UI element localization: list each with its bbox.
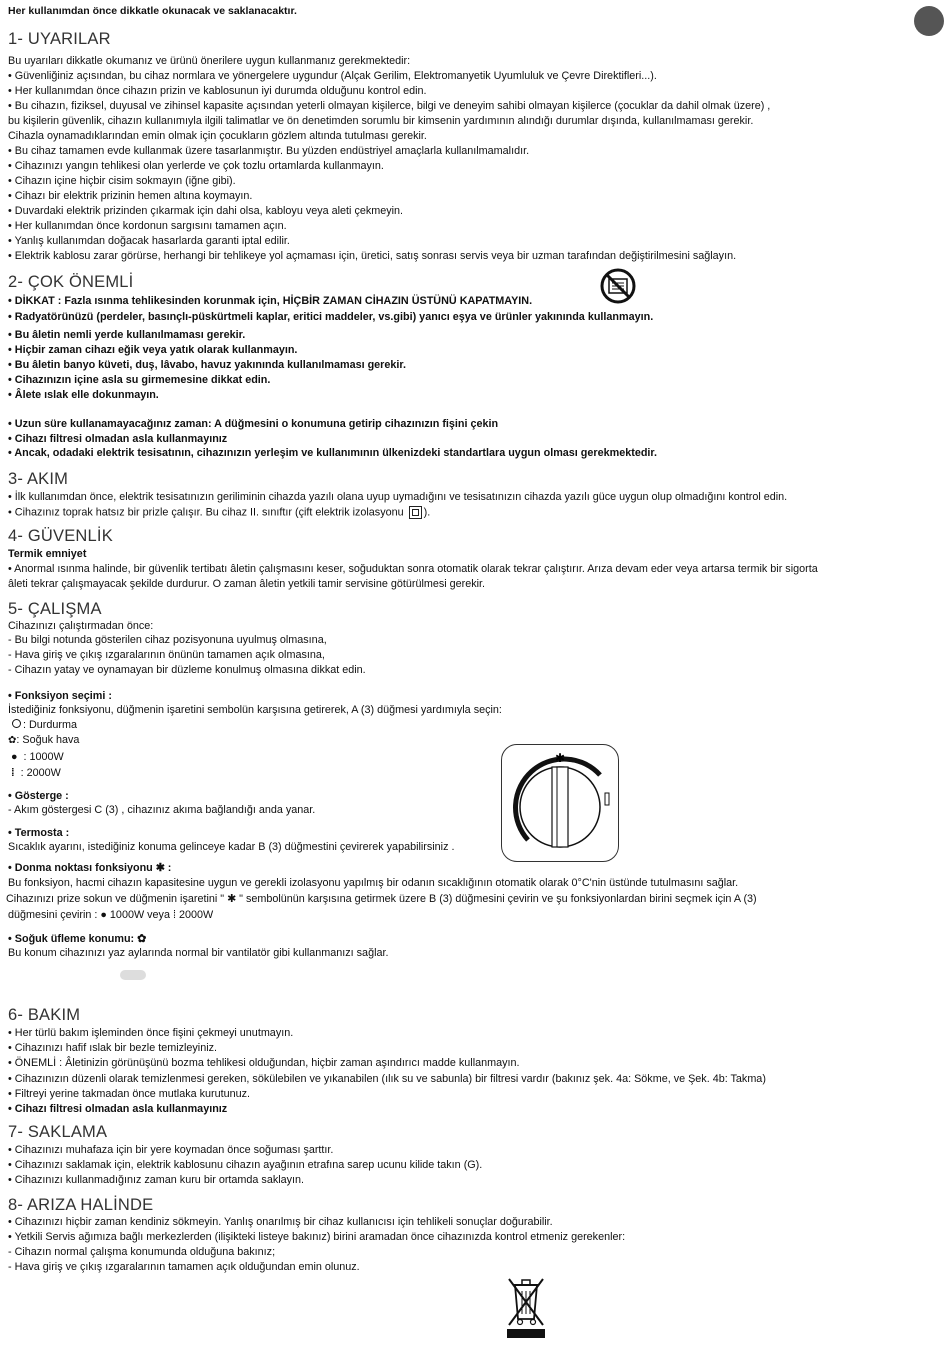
section-title-storage: 7- SAKLAMA [8, 1123, 108, 1141]
text-line: - Hava giriş ve çıkış ızgaralarının önünün tamamen açık olmasına, [8, 649, 325, 661]
text-line: • Cihazınızı hafif ıslak bir bezle temizleyiniz. [8, 1042, 217, 1054]
weee-crossed-bin-icon [505, 1275, 547, 1339]
text-line: • Güvenliğiniz açısından, bu cihaz normlara ve yönergelere uygundur (Alçak Gerilim, Elektromanyetik Uyumluluk ve Çevre Direktifleri...). [8, 70, 657, 82]
double-dot-icon: ⁞ [11, 767, 15, 779]
function-item-1000w: ● : 1000W [11, 751, 64, 763]
section-title-very-important: 2- ÇOK ÖNEMLİ [8, 273, 134, 291]
do-not-cover-icon [600, 268, 636, 304]
section-title-operation: 5- ÇALIŞMA [8, 600, 102, 618]
text-line: • Yanlış kullanımdan doğacak hasarlarda garanti iptal edilir. [8, 235, 290, 247]
text-line: • Cihazınızı hiçbir zaman kendiniz sökmeyin. Yanlış onarılmış bir cihaz kullanıcısı için tehlikeli sonuçlar doğurabilir. [8, 1216, 553, 1228]
text-line: • Bu cihazın, fiziksel, duyusal ve zihinsel kapasite açısından yeterli olmayan kişilerce, bilgi ve deneyim sahibi olmayan kişilerce (çocuklar da dahil olmak üzere) , [8, 100, 771, 112]
text-line: • Bu âletin nemli yerde kullanılmaması gerekir. [8, 329, 246, 341]
svg-text:✱: ✱ [554, 751, 566, 765]
text-line: Bu konum cihazınızı yaz aylarında normal bir vantilatör gibi kullanmanızı sağlar. [8, 947, 389, 959]
text-line: - Hava giriş ve çıkış ızgaralarının tamamen açık olduğundan emin olunuz. [8, 1261, 360, 1273]
text-line: • Âlete ıslak elle dokunmayın. [8, 389, 159, 401]
single-dot-icon: ● [11, 751, 18, 763]
text-line: • Ancak, odadaki elektrik tesisatının, cihazınızın yerleşim ve kullanımının ülkenizdeki standartlara uygun olması gerekmektedir. [8, 447, 658, 459]
class-two-text: • Cihazınız toprak hatsız bir prizle çalışır. Bu cihaz II. sınıftır (çift elektrik izolasyonu [8, 506, 404, 519]
text-line: • Cihazı bir elektrik prizinin hemen altına koymayın. [8, 190, 253, 202]
text-line: İstediğiniz fonksiyonu, düğmenin işaretini sembolün karşısına getirerek, A (3) düğmesi yardımıyla seçin: [8, 704, 502, 716]
indicator-title: • Gösterge : [8, 790, 69, 802]
text-line: bu kişilerin güvenlik, cihazın kullanımıyla ilgili talimatlar ve ön denetimden sorumlu bir kimsenin yardımının alındığı durumlar dışında, kullanılmaması gerekir. [8, 115, 754, 127]
function-selection-title: • Fonksiyon seçimi : [8, 690, 112, 702]
text-line [8, 506, 430, 519]
text-line: • Uzun süre kullanamayacağınız zaman: A düğmesini o konumuna getirip cihazınızın fişini çekin [8, 418, 499, 430]
section-title-power: 3- AKIM [8, 470, 69, 488]
thermostat-knob-illustration [501, 744, 619, 862]
text-line: • Cihazınızın düzenli olarak temizlenmesi gereken, sökülebilen ve yıkanabilen (ılık su ve sabunla) bir filtresi vardır (bakınız şek. 4a: Sökme, ve Şek. 4b: Takma) [8, 1073, 766, 1085]
function-item-cold: ✿: Soğuk hava [8, 734, 80, 746]
off-circle-icon [12, 719, 21, 728]
thermostat-title: • Termosta : [8, 827, 70, 839]
page-marker-dot [914, 6, 944, 36]
text-line: - Bu bilgi notunda gösterilen cihaz pozisyonuna uyulmuş olmasına, [8, 634, 327, 646]
text-line: • Elektrik kablosu zarar görürse, herhangi bir tehlikeye yol açmaması için, üretici, satış sonrası servis veya bir uzman tarafından değiştirilmesini sağlayın. [8, 250, 737, 262]
text-line: • Cihazınızı saklamak için, elektrik kablosunu cihazın ayağının etrafına sarep ucunu kilide takın (G). [8, 1159, 483, 1171]
text-line: • Bu âletin banyo küveti, duş, lâvabo, havuz yakınında kullanılmaması gerekir. [8, 359, 406, 371]
section-title-safety: 4- GÜVENLİK [8, 527, 113, 545]
text-line: • Filtreyi yerine takmadan önce mutlaka kurutunuz. [8, 1088, 251, 1100]
text-line: - Akım göstergesi C (3) , cihazınız akıma bağlandığı anda yanar. [8, 804, 316, 816]
text-line: • ÖNEMLİ : Âletinizin görünüşünü bozma tehlikesi olduğundan, hiçbir zaman aşındırıcı madde kullanmayın. [8, 1057, 520, 1069]
double-insulation-icon [409, 506, 422, 519]
text-line: • Cihazın içine hiçbir cisim sokmayın (iğne gibi). [8, 175, 236, 187]
subtitle-thermal-safety: Termik emniyet [8, 548, 87, 560]
document-note: Her kullanımdan önce dikkatle okunacak ve saklanacaktır. [8, 5, 297, 17]
text-line: • Anormal ısınma halinde, bir güvenlik tertibatı âletin çalışmasını keser, soğuduktan sonra otomatik olarak tekrar çalıştırır. Arıza devam eder veya artarsa termik bir sigorta [8, 563, 818, 575]
text-line: Bu fonksiyon, hacmi cihazın kapasitesine uygun ve gerekli izolasyonu yapılmış bir odanın sıcaklığının otomatik olarak 0°C'nin üstünde tutulmasını sağlar. [8, 877, 739, 889]
text-line: • Cihazınızı yangın tehlikesi olan yerlerde ve çok tozlu ortamlarda kullanmayın. [8, 160, 384, 172]
text-line: • Radyatörünüzü (perdeler, basınçlı-püskürtmeli kaplar, eritici maddeler, vs.gibi) yanıcı eşya ve ürünler yakınında kullanmayın. [8, 311, 654, 323]
text-line: Cihazla oynamadıklarından emin olmak için çocukların gözlem altında tutulması gerekir. [8, 130, 427, 142]
text-line: • Cihazı filtresi olmadan asla kullanmayınız [8, 433, 228, 445]
section-title-warnings: 1- UYARILAR [8, 30, 111, 48]
text-line: Bu uyarıları dikkatle okumanız ve ürünü önerilere uygun kullanmanız gerekmektedir: [8, 55, 411, 67]
function-item-stop: : Durdurma [8, 719, 77, 732]
text-line: Cihazınızı çalıştırmadan önce: [8, 620, 154, 632]
text-line: • Her kullanımdan önce kordonun sargısını tamamen açın. [8, 220, 287, 232]
text-line: • DİKKAT : Fazla ısınma tehlikesinden korunmak için, HİÇBİR ZAMAN CİHAZIN ÜSTÜNÜ KAPATMAYIN. [8, 295, 533, 307]
cold-blow-title: • Soğuk üfleme konumu: ✿ [8, 933, 147, 945]
text-line: • Yetkili Servis ağımıza bağlı merkezlerden (ilişikteki listeye bakınız) birini aramadan önce cihazınızda kontrol etmeniz gerekenler: [8, 1231, 626, 1243]
text-line: • Her türlü bakım işleminden önce fişini çekmeyi unutmayın. [8, 1027, 294, 1039]
text-line: • Bu cihaz tamamen evde kullanmak üzere tasarlanmıştır. Bu yüzden endüstriyel amaçlarla kullanılmamalıdır. [8, 145, 530, 157]
text-line: • Cihazınızı kullanmadığınız zaman kuru bir ortamda saklayın. [8, 1174, 305, 1186]
section-title-failure: 8- ARIZA HALİNDE [8, 1196, 154, 1214]
text-line: - Cihazın yatay ve oynamayan bir düzleme konulmuş olmasına dikkat edin. [8, 664, 366, 676]
frost-function-title: • Donma noktası fonksiyonu ✱ : [8, 862, 172, 874]
text-line: • İlk kullanımdan önce, elektrik tesisatınızın geriliminin cihazda yazılı olana uyup uymadığını ve tesisatınızın cihazda yazılı güce uygun olup olmadığını kontrol edin. [8, 491, 788, 503]
fan-symbol-icon [120, 970, 146, 980]
section-title-maintenance: 6- BAKIM [8, 1006, 81, 1024]
text-line: - Cihazın normal çalışma konumunda olduğuna bakınız; [8, 1246, 276, 1258]
fan-icon: ✿ [8, 735, 17, 746]
text-line: • Her kullanımdan önce cihazın prizin ve kablosunun iyi durumda olduğunu kontrol edin. [8, 85, 427, 97]
function-item-2000w: ⁞ : 2000W [11, 767, 61, 779]
text-line: Cihazınızı prize sokun ve düğmenin işaretini " ✱ " sembolünün karşısına getirmek üzere B (3) düğmesini çevirin ve şu fonksiyonlardan birini seçmek için A (3) [6, 893, 757, 905]
text-line: • Cihazınızı muhafaza için bir yere koymadan önce soğuması şarttır. [8, 1144, 334, 1156]
text-line: düğmesini çevirin : ● 1000W veya ⁞ 2000W [8, 909, 214, 921]
text-line: • Hiçbir zaman cihazı eğik veya yatık olarak kullanmayın. [8, 344, 298, 356]
text-line: Sıcaklık ayarını, istediğiniz konuma gelinceye kadar B (3) düğmestini çevirerek yapabilirsiniz . [8, 841, 455, 853]
class-two-text-end: ). [423, 506, 431, 519]
text-line: • Cihazınızın içine asla su girmemesine dikkat edin. [8, 374, 271, 386]
text-line: • Cihazı filtresi olmadan asla kullanmayınız [8, 1103, 228, 1115]
text-line: • Duvardaki elektrik prizinden çıkarmak için dahi olsa, kabloyu veya aleti çekmeyin. [8, 205, 404, 217]
text-line: âleti tekrar çalışmayacak şekilde durdurur. O zaman âletin yetkili tamir servisine götürülmesi gerekir. [8, 578, 486, 590]
